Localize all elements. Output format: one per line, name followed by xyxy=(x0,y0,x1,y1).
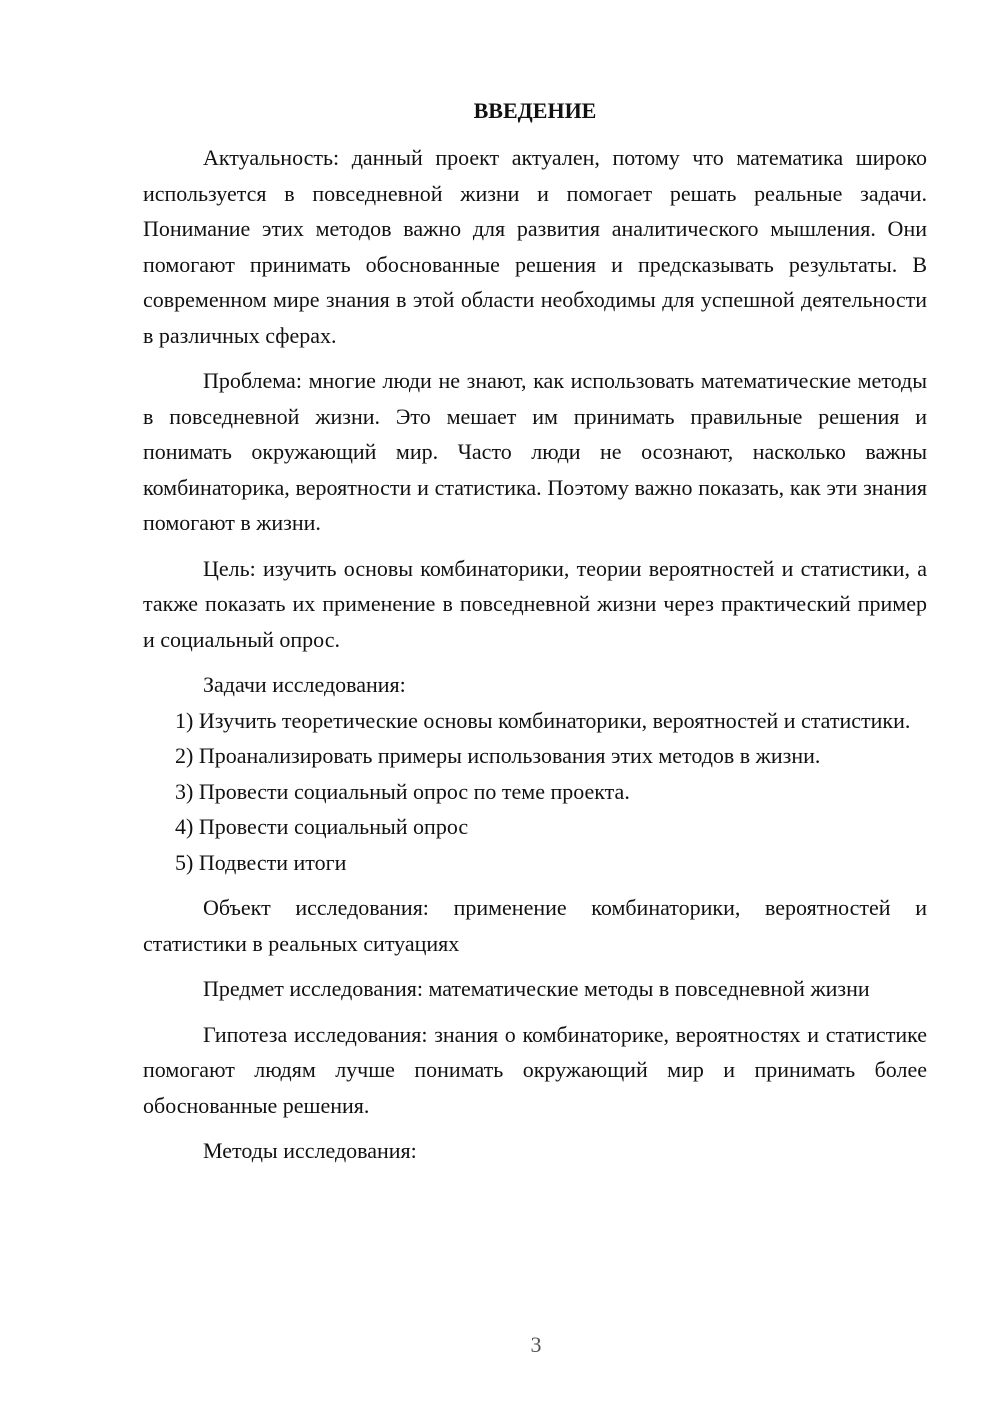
page-number: 3 xyxy=(530,1332,542,1357)
paragraph-relevance: Актуальность: данный проект актуален, потому что математика широко используется в повседневной жизни и помогает решать реальные задачи. Понимание этих методов важно для развития аналитического мышления. Они помогают принимать обоснованные решения и предсказывать результаты. В современном мире знания в этой области необходимы для успешной деятельности в различных сферах. xyxy=(143,145,927,348)
task-item-3: 3) Провести социальный опрос по теме проекта. xyxy=(175,778,630,804)
task-item-2: 2) Проанализировать примеры использования этих методов в жизни. xyxy=(175,743,821,768)
paragraph-tasks-heading: Задачи исследования: xyxy=(203,672,406,697)
paragraph-goal: Цель: изучить основы комбинаторики, теории вероятностей и статистики, а также показать их применение в повседневной жизни через практический пример и социальный опрос. xyxy=(143,555,927,652)
paragraph-object: Объект исследования: применение комбинаторики, вероятностей и статистики в реальных ситуациях xyxy=(143,895,927,956)
task-item-4: 4) Провести социальный опрос xyxy=(175,814,469,839)
paragraph-subject: Предмет исследования: математические методы в повседневной жизни xyxy=(203,976,870,1001)
task-item-5: 5) Подвести итоги xyxy=(175,849,347,875)
paragraph-methods: Методы исследования: xyxy=(203,1138,417,1163)
paragraph-hypothesis: Гипотеза исследования: знания о комбинаторике, вероятностях и статистике помогают людям лучше понимать окружающий мир и принимать более обоснованные решения. xyxy=(143,1021,927,1118)
paragraph-problem: Проблема: многие люди не знают, как использовать математические методы в повседневной жизни. Это мешает им принимать правильные решения и понимать окружающий мир. Часто люди не осознают, насколько важны комбинаторика, вероятности и статистика. Поэтому важно показать, как эти знания помогают в жизни. xyxy=(143,368,927,535)
document-page xyxy=(143,96,927,1169)
page-title: ВВЕДЕНИЕ xyxy=(473,98,597,123)
task-item-1: 1) Изучить теоретические основы комбинаторики, вероятностей и статистики. xyxy=(175,707,911,733)
